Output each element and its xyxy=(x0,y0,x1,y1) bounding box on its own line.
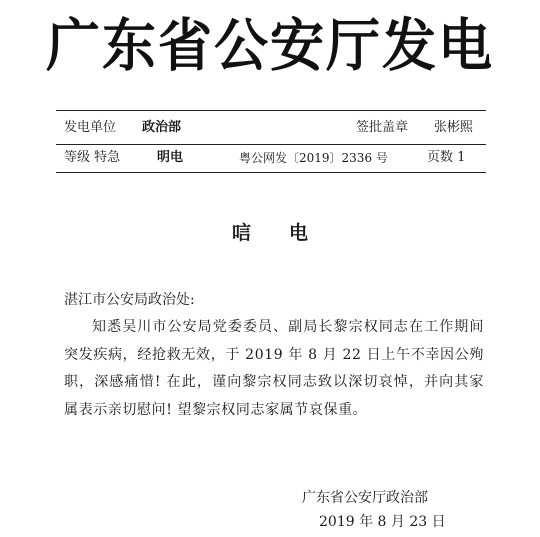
document-number: 粤公网发〔2019〕2336 号 xyxy=(239,151,388,165)
sender-value: 政治部 xyxy=(142,120,182,135)
page-count: 页数 1 xyxy=(427,150,466,165)
header-row-grade xyxy=(64,145,484,171)
grade-label: 等级 特急 xyxy=(64,150,121,165)
approval-value: 张彬熙 xyxy=(434,120,474,135)
masthead-title: 广东省公安厅发电 xyxy=(46,12,494,79)
document-title-char-2: 电 xyxy=(289,222,309,244)
header-divider-top xyxy=(56,110,486,111)
header-row-sender xyxy=(64,115,484,141)
signature-organization: 广东省公安厅政治部 xyxy=(302,490,428,506)
sender-label: 发电单位 xyxy=(64,120,117,135)
header-divider-bottom xyxy=(56,172,486,173)
approval-label: 签批盖章 xyxy=(356,120,409,135)
document-title-char-1: 唁 xyxy=(231,222,251,244)
body-paragraph: 知悉吴川市公安局党委委员、副局长黎宗权同志在工作期间突发疾病，经抢救无效，于 2019 年 8 月 22 日上午不幸因公殉职，深感痛惜! 在此，谨向黎宗权同志致以深切哀悼，并向其家属表示亲切慰问! 望黎宗权同志家属节哀保重。 xyxy=(64,319,484,418)
transmission-type: 明电 xyxy=(157,150,184,165)
addressee: 湛江市公安局政治处: xyxy=(64,292,195,308)
signature-date: 2019 年 8 月 23 日 xyxy=(319,514,446,530)
document-title xyxy=(0,218,540,245)
